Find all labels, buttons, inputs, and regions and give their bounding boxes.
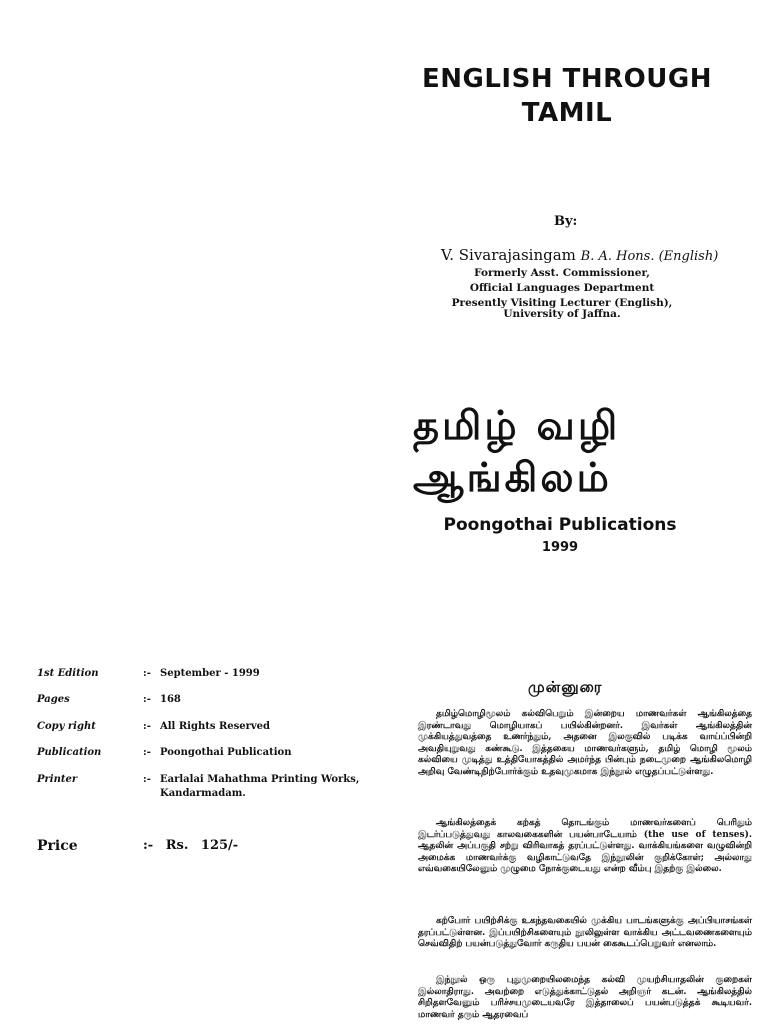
author-affiliation-1: Formerly Asst. Commissioner, (474, 267, 650, 279)
pages-value: 168 (160, 694, 181, 705)
author-line (441, 246, 718, 264)
author-affiliation-4: University of Jaffna. (503, 308, 621, 320)
by-label: By: (554, 214, 578, 229)
foreword-paragraph-2: ஆங்கிலத்தைக் கற்கத் தொடங்கும் மாணவர்களைப் பெரிதும் இடர்ப்படுத்துவது காலவகைகளின் பயன்பாடேயாம் (the use of tenses). ஆதலின் அப்பகுதி சற்று விரிவாகத் தரப்பட்டுள்ளது. வாக்கியங்களை வழுவின்றி அமைக்க மாணவர்க்கு வழிகாட்டுவதே இந்நூலின் குறிக்கோள்; அல்லாது எவ்வகையிலேனும் முழுமை நோக்குடையது என்ற வீம்பு இதற்கு இல்லை. (418, 818, 752, 874)
foreword-title: முன்னுரை (528, 678, 603, 696)
price-label: Price (37, 838, 78, 854)
foreword-paragraph-3: கற்போர் பயிற்சிக்கு உகந்தவகையில் முக்கிய பாடங்களுக்கு அப்பியாசங்கள் தரப்பட்டுள்ளன. இப்பயிற்சிகளையும் நூலிலுள்ள வாக்கிய அட்டவணைகளையும் செவ்விதிற் பயன்படுத்துவோர் கருதிய பயன் கைகூடப்பெறுவர் எனலாம். (418, 916, 752, 949)
pages-label: Pages (37, 694, 70, 705)
author-affiliation-2: Official Languages Department (469, 282, 655, 294)
foreword-paragraph-4: இந்நூல் ஒரு புதுமுறையிலமைந்த கல்வி முயற்சியாதலின் குறைகள் இல்லாதிராது. அவற்றை எடுத்துக்காட்டுதல் அறிஞர் கடன். ஆங்கிலத்தில் சிறிதளவேனும் பரிச்சயமுடையவரே இத்தாலைப் பயன்படுத்தக் கூடியவர். மாணவர் தரும் ஆதரவைப் (418, 975, 752, 1020)
publication-year: 1999 (541, 540, 579, 555)
copyright-label: Copy right (37, 721, 96, 732)
printer-label: Printer (37, 774, 78, 785)
publisher-name: Poongothai Publications (443, 515, 677, 535)
foreword-paragraph-1: தமிழ்மொழிமூலம் கல்விபெறும் இன்றைய மாணவர்கள் ஆங்கிலத்தை இரண்டாவது மொழியாகப் பயில்கின்றனர். இவர்கள் ஆங்கிலத்தின் முக்கியத்துவத்தை உணர்ந்தும், அதனை இலகுவில் படிக்க வாய்ப்பின்றி அவதியுறுவது கண்கூடு. இத்தகைய மாணவர்களும், தமிழ் மொழி மூலம் கல்வியை முடித்து உத்தியோகத்தில் அமர்ந்த பின்பும் நடைமுறை ஆங்கிலமொழி அறிவு வேண்டிநிற்போர்க்கும் உதவுமுகமாக இந்நூல் எழுதப்பட்டுள்ளது. (418, 709, 752, 777)
copyright-value: All Rights Reserved (160, 721, 271, 732)
publication-label: Publication (37, 747, 102, 758)
pages-sep: :- (143, 694, 151, 705)
publication-value: Poongothai Publication (160, 747, 292, 758)
edition-label: 1st Edition (37, 668, 99, 679)
author-affiliation-3: Presently Visiting Lecturer (English), (451, 297, 673, 309)
price-amount: Rs. 125/- (165, 838, 239, 853)
edition-value: September - 1999 (160, 668, 260, 679)
edition-sep: :- (143, 668, 151, 679)
book-title-line1: ENGLISH THROUGH (422, 64, 712, 94)
price-sep: :- (143, 838, 154, 853)
book-title-line2: TAMIL (521, 98, 613, 128)
copyright-sep: :- (143, 721, 151, 732)
printer-sep: :- (143, 774, 151, 785)
author-name: V. Sivarajasingam (441, 246, 576, 264)
printer-value: Earlalai Mahathma Printing Works, Kandarmadam. (160, 774, 360, 799)
tamil-title: தமிழ் வழி ஆங்கிலம் (413, 402, 621, 501)
author-credentials: B. A. Hons. (English) (580, 249, 719, 264)
price-value (143, 838, 238, 853)
publication-sep: :- (143, 747, 151, 758)
